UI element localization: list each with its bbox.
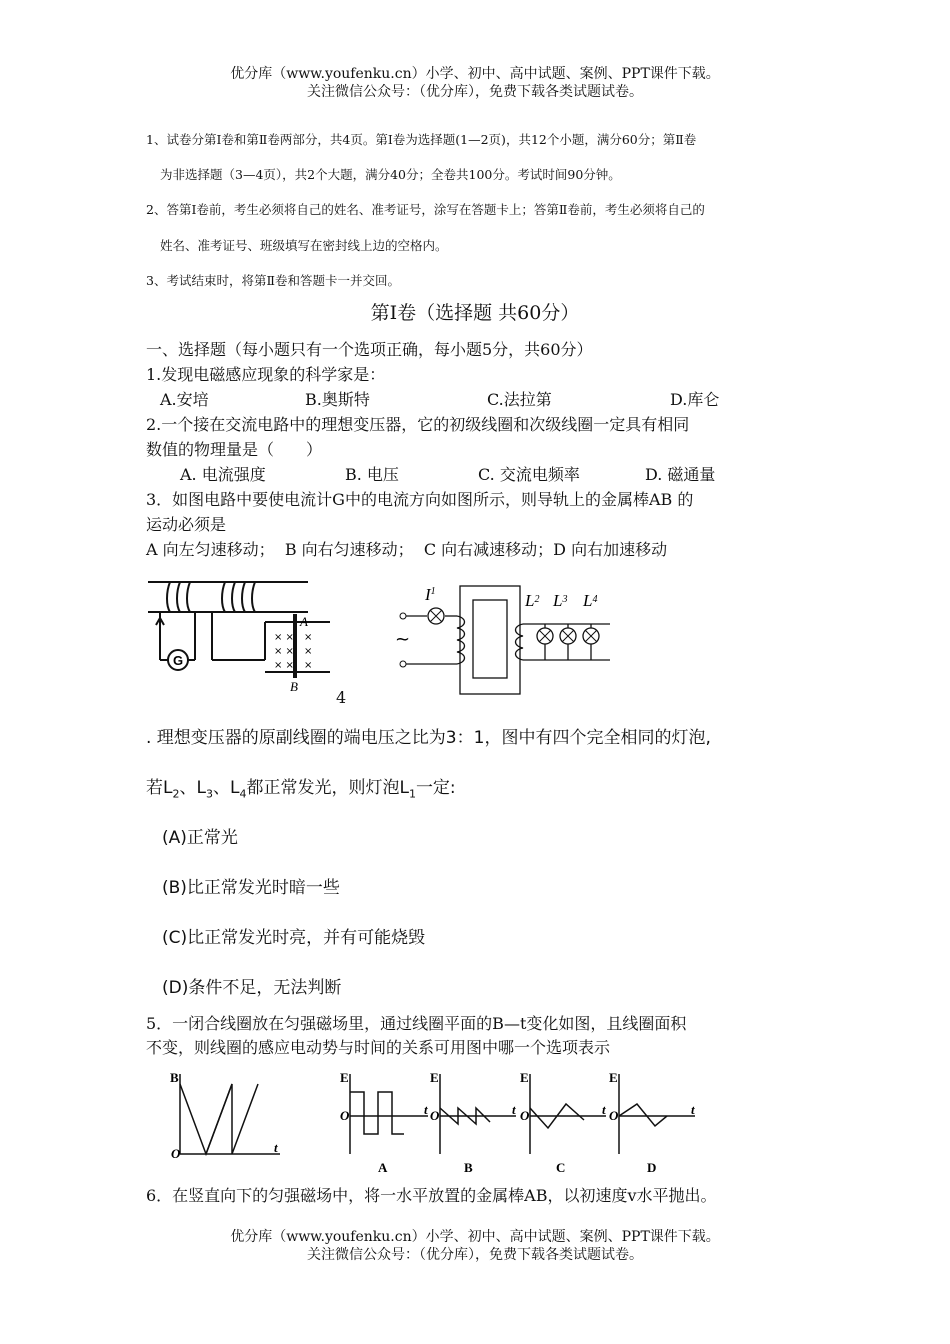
q2-stem-1: 2.一个接在交流电路中的理想变压器，它的初级线圈和次级线圈一定具有相同 xyxy=(146,415,690,434)
note-3: 3、考试结束时，将第Ⅱ卷和答题卡一并交回。 xyxy=(146,273,400,288)
q4-stem-2: 若$L_2$、$L_3$、$L_4$都正常发光，则灯泡$L_1$一定: xyxy=(146,778,456,801)
lamp-l1 xyxy=(428,608,444,624)
note-1a: 1、试卷分第Ⅰ卷和第Ⅱ卷两部分，共4页。第Ⅰ卷为选择题(1—2页)，共12个小题，满分60分；第Ⅱ卷 xyxy=(146,132,697,147)
q4-option-d: (D)条件不足，无法判断 xyxy=(162,978,342,998)
origin-label: O xyxy=(520,1108,530,1123)
q5-bt-graph xyxy=(168,1068,283,1168)
axis-label-e: E xyxy=(609,1070,618,1085)
header-line-2: 关注微信公众号：（优分库），免费下载各类试题试卷。 xyxy=(307,84,643,100)
q2-option-a: A. 电流强度 xyxy=(180,465,266,484)
q2-option-c: C. 交流电频率 xyxy=(478,465,580,484)
q5-stem-2: 不变，则线圈的感应电动势与时间的关系可用图中哪一个选项表示 xyxy=(146,1038,611,1057)
rod-label-a: A xyxy=(300,614,308,629)
axis-label-e: E xyxy=(430,1070,439,1085)
axis-label-t: t xyxy=(691,1102,695,1117)
q1-option-a: A.安培 xyxy=(160,390,209,409)
svg-text:×: × xyxy=(304,646,313,657)
axis-label-t: t xyxy=(424,1102,428,1117)
origin-label: O xyxy=(340,1108,350,1123)
q3-circuit-figure xyxy=(140,570,340,700)
part-1-heading: 一、选择题（每小题只有一个选项正确，每小题5分，共60分） xyxy=(146,340,593,359)
note-2b: 姓名、准考证号、班级填写在密封线上边的空格内。 xyxy=(160,238,448,253)
choice-label-a: A xyxy=(378,1160,388,1175)
galvanometer-label: G xyxy=(173,653,184,668)
axis-label-t: t xyxy=(512,1102,516,1117)
choice-label-b: B xyxy=(464,1160,473,1175)
lamp-l3 xyxy=(560,628,576,644)
origin-label: O xyxy=(609,1108,619,1123)
header-line-1: 优分库（www.youfenku.cn）小学、初中、高中试题、案例、PPT课件下载。 xyxy=(230,66,720,82)
q4-option-b: (B)比正常发光时暗一些 xyxy=(162,878,340,898)
q4-option-a: (A)正常光 xyxy=(162,828,238,848)
magnetic-field-marks xyxy=(274,632,312,671)
axis-label-e: E xyxy=(340,1070,349,1085)
q4-stem-1: . 理想变压器的原副线圈的端电压之比为3：1，图中有四个完全相同的灯泡, xyxy=(146,728,711,748)
lamp-label-l2: L xyxy=(525,591,535,610)
lamp-label-i1: I xyxy=(425,585,431,604)
q4-option-c: (C)比正常发光时亮，并有可能烧毁 xyxy=(162,928,426,948)
svg-text:×: × xyxy=(304,660,313,671)
axis-label-t: t xyxy=(602,1102,606,1117)
note-2a: 2、答第Ⅰ卷前，考生必须将自己的姓名、准考证号，涂写在答题卡上；答第Ⅱ卷前，考生必须将自己的 xyxy=(146,202,705,217)
q1-option-c: C.法拉第 xyxy=(487,390,552,409)
axis-label-e: E xyxy=(520,1070,529,1085)
svg-text:× ×: × × xyxy=(274,660,294,671)
q2-stem-2: 数值的物理量是（ ） xyxy=(146,440,323,459)
section-title: 第Ⅰ卷（选择题 共60分） xyxy=(370,302,580,324)
q5-choice-b xyxy=(428,1068,523,1178)
svg-text:I1 xyxy=(424,585,436,604)
q1-option-d: D.库仑 xyxy=(670,390,720,409)
q5-choice-a xyxy=(338,1068,433,1178)
lamp-label-l4: L xyxy=(583,591,593,610)
lamp-label-l4-sub: 4 xyxy=(592,594,598,605)
footer-line-1: 优分库（www.youfenku.cn）小学、初中、高中试题、案例、PPT课件下载。 xyxy=(230,1229,720,1245)
origin-label: O xyxy=(430,1108,440,1123)
lamp-label-l3-sub: 3 xyxy=(562,594,568,605)
q1-stem: 1.发现电磁感应现象的科学家是： xyxy=(146,365,386,384)
lamp-l2 xyxy=(537,628,553,644)
lamp-l4 xyxy=(583,628,599,644)
svg-text:L3 xyxy=(552,591,567,610)
rod-label-b: B xyxy=(290,679,298,694)
q5-choice-c xyxy=(518,1068,613,1178)
svg-text:L4 xyxy=(582,591,597,610)
svg-text:× ×: × × xyxy=(274,632,294,643)
q2-option-b: B. 电压 xyxy=(345,465,399,484)
q3-stem-1: 3．如图电路中要使电流计G中的电流方向如图所示，则导轨上的金属棒AB 的 xyxy=(146,490,694,509)
axis-label-t: t xyxy=(274,1140,278,1155)
q3-stem-2: 运动必须是 xyxy=(146,515,227,534)
q2-option-d: D. 磁通量 xyxy=(645,465,716,484)
choice-label-c: C xyxy=(556,1160,566,1175)
footer-line-2: 关注微信公众号：（优分库），免费下载各类试题试卷。 xyxy=(307,1247,643,1263)
q3-options: A 向左匀速移动； B 向右匀速移动； C 向右减速移动；D 向右加速移动 xyxy=(146,540,668,559)
lamp-label-l2-sub: 2 xyxy=(534,594,540,605)
q4-number: 4 xyxy=(336,688,347,707)
q4-transformer-figure xyxy=(385,578,615,698)
svg-text:×: × xyxy=(304,632,313,643)
axis-label-b: B xyxy=(170,1070,179,1085)
q5-choice-d xyxy=(607,1068,702,1178)
ac-source-symbol: ~ xyxy=(395,629,411,650)
svg-text:L2 xyxy=(524,591,539,610)
lamp-label-l3: L xyxy=(553,591,563,610)
q5-stem-1: 5．一闭合线圈放在匀强磁场里，通过线圈平面的B—t变化如图，且线圈面积 xyxy=(146,1014,687,1033)
origin-label: O xyxy=(171,1146,181,1161)
lamp-label-i1-sub: 1 xyxy=(430,586,436,597)
q1-option-b: B.奥斯特 xyxy=(305,390,370,409)
choice-label-d: D xyxy=(647,1160,657,1175)
svg-text:× ×: × × xyxy=(274,646,294,657)
q6-stem: 6．在竖直向下的匀强磁场中，将一水平放置的金属棒AB，以初速度v水平抛出。 xyxy=(146,1186,717,1205)
note-1b: 为非选择题（3—4页），共2个大题，满分40分；全卷共100分。考试时间90分钟。 xyxy=(160,167,621,182)
